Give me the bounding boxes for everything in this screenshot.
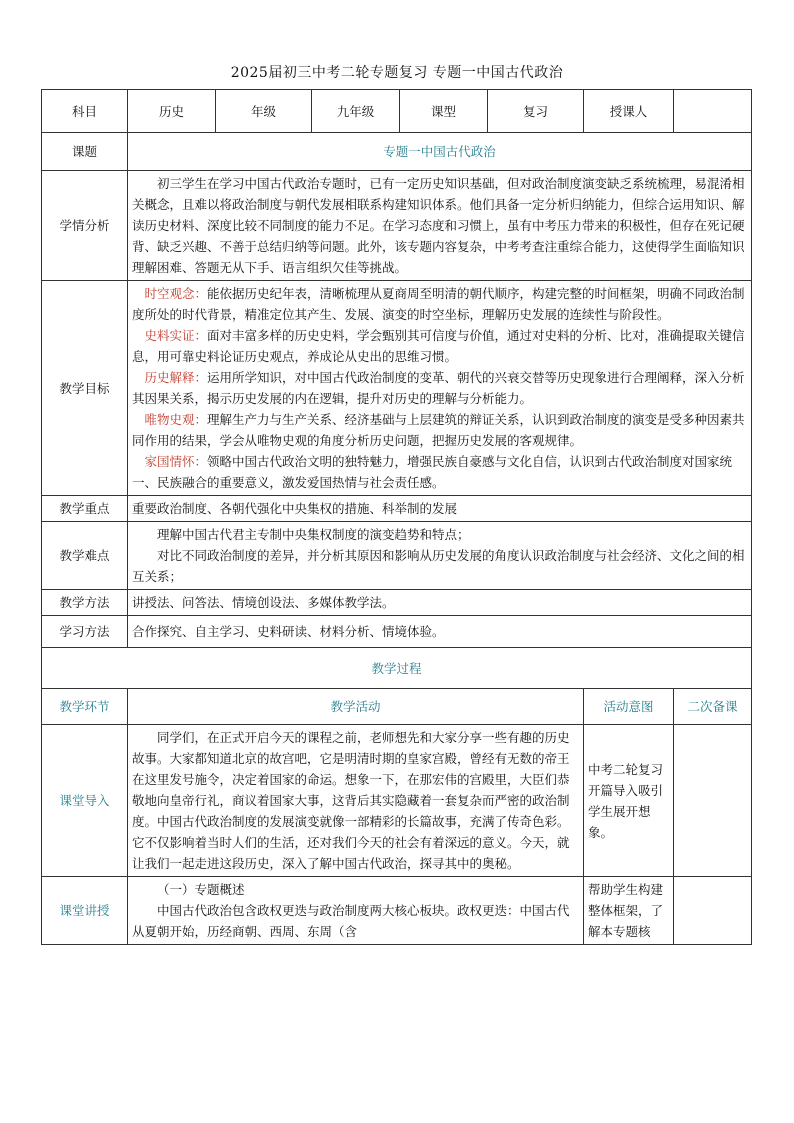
goal-text: 理解生产力与生产关系、经济基础与上层建筑的辩证关系，认识到政治制度的演变是受多种因素共同作用的结果，学会从唯物史观的角度分析历史问题，把握历史发展的客观规律。 — [132, 412, 745, 448]
goal-item — [132, 409, 747, 451]
grade-value: 九年级 — [312, 90, 400, 133]
type-value: 复习 — [488, 90, 584, 133]
goal-text: 面对丰富多样的历史史料，学会甄别其可信度与价值，通过对史料的分析、比对，准确提取关键信息，用可靠史料论证历史观点，养成论从史出的思维习惯。 — [132, 328, 745, 364]
student-analysis-label: 学情分析 — [42, 171, 128, 281]
intent-intro: 中考二轮复习开篇导入吸引学生展开想象。 — [584, 725, 674, 877]
col-stage: 教学环节 — [42, 689, 128, 725]
goal-key: 历史解释： — [144, 370, 208, 385]
type-label: 课型 — [400, 90, 488, 133]
goal-text: 运用所学知识，对中国古代政治制度的变革、朝代的兴衰交替等历史现象进行合理阐释，深入分析其因果关系，揭示历史发展的内在逻辑，提升对历史的理解与分析能力。 — [132, 370, 745, 406]
process-heading-row — [42, 648, 752, 689]
subject-value: 历史 — [128, 90, 216, 133]
col-intent: 活动意图 — [584, 689, 674, 725]
study-methods-row — [42, 616, 752, 648]
intent-lecture: 帮助学生构建整体框架，了解本专题核 — [584, 877, 674, 945]
goal-key: 家国情怀： — [144, 454, 208, 469]
lesson-plan-table — [41, 89, 752, 945]
teacher-value — [674, 90, 752, 133]
difficulties-label: 教学难点 — [42, 522, 128, 590]
difficulties-line2: 对比不同政治制度的差异，并分析其原因和影响从历史发展的角度认识政治制度与社会经济、文化之间的相互关系； — [132, 548, 745, 584]
student-analysis-text: 初三学生在学习中国古代政治专题时，已有一定历史知识基础，但对政治制度演变缺乏系统梳理，易混淆相关概念，且难以将政治制度与朝代发展相联系构建知识体系。他们具备一定分析归纳能力，但综合运用知识、解读历史材料、深度比较不同制度的能力不足。在学习态度和习惯上，虽有中考压力带来的积极性，但存在死记硬背、缺乏兴趣、不善于总结归纳等问题。此外，该专题内容复杂，中考考查注重综合能力，这使得学生面临知识理解困难、答题无从下手、语言组织欠佳等挑战。 — [132, 176, 745, 275]
goal-item — [132, 451, 747, 493]
study-methods-label: 学习方法 — [42, 616, 128, 648]
goal-key: 唯物史观： — [144, 412, 208, 427]
goal-text: 能依据历史纪年表，清晰梳理从夏商周至明清的朝代顺序，构建完整的时间框架，明确不同政治制度所处的时代背景，精准定位其产生、发展、演变的时空坐标，理解历史发展的连续性与阶段性。 — [132, 286, 745, 322]
topic-value: 专题一中国古代政治 — [128, 133, 752, 171]
stage-lecture: 课堂讲授 — [42, 877, 128, 945]
col-prep: 二次备课 — [674, 689, 752, 725]
teacher-label: 授课人 — [584, 90, 674, 133]
goal-item — [132, 325, 747, 367]
header-row — [42, 90, 752, 133]
process-columns-row — [42, 689, 752, 725]
process-heading: 教学过程 — [42, 648, 752, 689]
grade-label: 年级 — [216, 90, 312, 133]
difficulties-line1: 理解中国古代君主专制中央集权制度的演变趋势和特点； — [157, 527, 470, 542]
process-row-lecture — [42, 877, 752, 945]
document-title: 2025届初三中考二轮专题复习 专题一中国古代政治 — [230, 65, 564, 81]
goals-row — [42, 281, 752, 496]
stage-intro: 课堂导入 — [42, 725, 128, 877]
prep-lecture — [674, 877, 752, 945]
difficulties-row — [42, 522, 752, 590]
goal-key: 史料实证： — [144, 328, 208, 343]
activity-intro: 同学们，在正式开启今天的课程之前，老师想先和大家分享一些有趣的历史故事。大家都知道北京的故宫吧，它是明清时期的皇家宫殿，曾经有无数的帝王在这里发号施令，决定着国家的命运。想象一下，在那宏伟的宫殿里，大臣们恭敬地向皇帝行礼，商议着国家大事，这背后其实隐藏着一套复杂而严密的政治制度。中国古代政治制度的发展演变就像一部精彩的长篇故事，充满了传奇色彩。它不仅影响着当时人们的生活，还对我们今天的社会有着深远的意义。今天，就让我们一起走进这段历史，深入了解中国古代政治，探寻其中的奥秘。 — [132, 730, 570, 871]
key-points-label: 教学重点 — [42, 496, 128, 522]
topic-label: 课题 — [42, 133, 128, 171]
goals-label: 教学目标 — [42, 281, 128, 496]
study-methods-text: 合作探究、自主学习、史料研读、材料分析、情境体验。 — [128, 616, 752, 648]
goal-item — [132, 367, 747, 409]
student-analysis-row — [42, 171, 752, 281]
goal-item — [132, 283, 747, 325]
methods-label: 教学方法 — [42, 590, 128, 616]
process-row-intro — [42, 725, 752, 877]
col-activity: 教学活动 — [128, 689, 584, 725]
goal-text: 领略中国古代政治文明的独特魅力，增强民族自豪感与文化自信，认识到古代政治制度对国家统一、民族融合的重要意义，激发爱国热情与社会责任感。 — [132, 454, 733, 490]
prep-intro — [674, 725, 752, 877]
subject-label: 科目 — [42, 90, 128, 133]
key-points-row — [42, 496, 752, 522]
activity-lecture-title: （一）专题概述 — [157, 882, 245, 897]
methods-row — [42, 590, 752, 616]
activity-lecture: 中国古代政治包含政权更迭与政治制度两大核心板块。政权更迭：中国古代从夏朝开始，历经商朝、西周、东周（含 — [132, 903, 570, 939]
goal-key: 时空观念： — [144, 286, 208, 301]
methods-text: 讲授法、问答法、情境创设法、多媒体教学法。 — [128, 590, 752, 616]
key-points-text: 重要政治制度、各朝代强化中央集权的措施、科举制的发展 — [128, 496, 752, 522]
topic-row — [42, 133, 752, 171]
